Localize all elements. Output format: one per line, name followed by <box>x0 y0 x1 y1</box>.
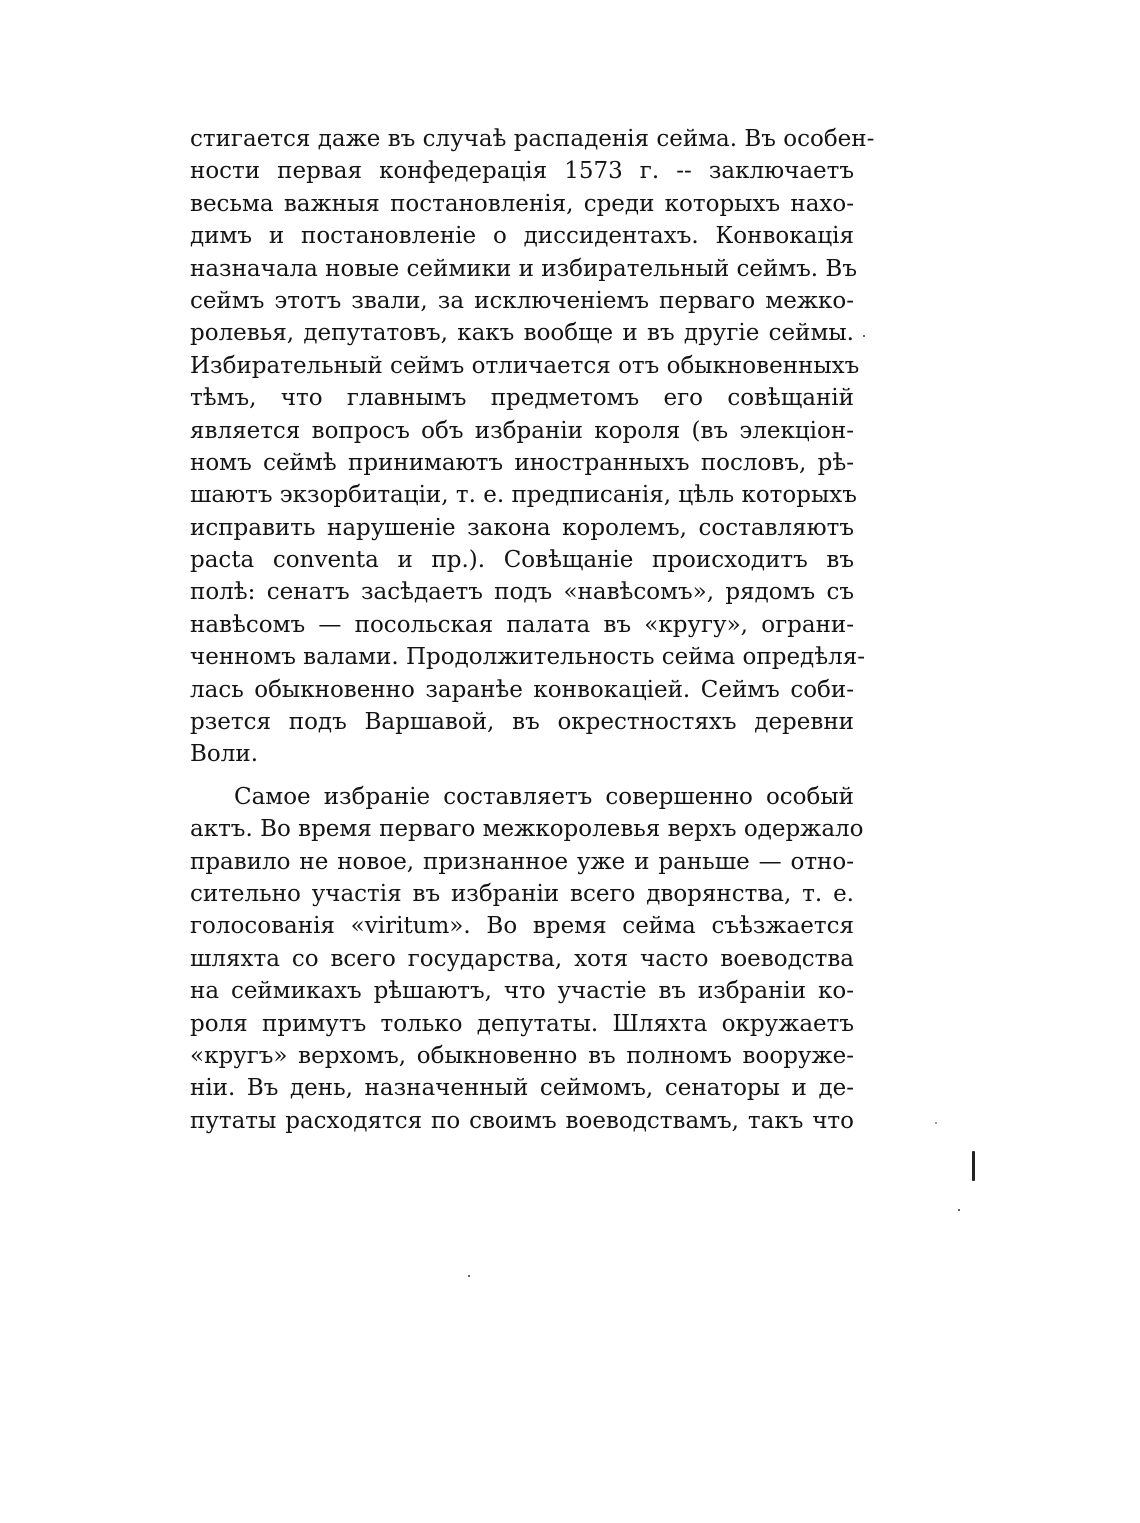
scan-speck <box>863 335 865 337</box>
text-line: ролевья, депутатовъ, какъ вообще и въ другіе сеймы. <box>190 320 854 347</box>
text-line: роля примутъ только депутаты. Шляхта окружаетъ <box>190 1010 854 1037</box>
scan-speck <box>935 1122 937 1124</box>
scan-speck <box>972 1151 975 1181</box>
text-line: димъ и постановленіе о диссидентахъ. Конвокація <box>190 223 854 250</box>
paragraph-gap <box>190 771 854 781</box>
scan-speck <box>958 1209 960 1211</box>
text-line: лась обыкновенно заранѣе конвокаціей. Сеймъ соби- <box>190 676 854 703</box>
text-line: ченномъ валами. Продолжительность сейма опредѣля- <box>190 644 865 671</box>
text-line: весьма важныя постановленія, среди которыхъ нахо- <box>190 190 854 217</box>
text-line: ности первая конфедерація 1573 г. -- заключаетъ <box>190 158 854 185</box>
body-text <box>190 123 875 1137</box>
text-line: pacta conventa и пр.). Совѣщаніе происходитъ въ <box>190 547 854 574</box>
text-line: рзется подъ Варшавой, въ окрестностяхъ деревни <box>190 709 854 736</box>
text-line: «кругъ» верхомъ, обыкновенно въ полномъ вооруже- <box>190 1042 854 1069</box>
text-line: назначала новые сеймики и избирательный сеймъ. Въ <box>190 255 857 282</box>
text-line: на сеймикахъ рѣшаютъ, что участіе въ избраніи ко- <box>190 978 854 1005</box>
text-line: Избирательный сеймъ отличается отъ обыкновенныхъ <box>190 352 860 379</box>
text-line: Воли. <box>190 741 259 768</box>
text-line: полѣ: сенатъ засѣдаетъ подъ «навѣсомъ», рядомъ съ <box>190 579 854 606</box>
paragraph-1 <box>190 123 875 771</box>
paragraph-2 <box>190 781 864 1137</box>
text-line: ніи. Въ день, назначенный сеймомъ, сенаторы и де- <box>190 1075 854 1102</box>
text-line: Самое избраніе составляетъ совершенно особый <box>234 783 854 810</box>
text-line: голосованія «viritum». Во время сейма съѣзжается <box>190 913 854 940</box>
text-line: номъ сеймѣ принимаютъ иностранныхъ пословъ, рѣ- <box>190 449 854 476</box>
text-line: шаютъ экзорбитаціи, т. е. предписанія, цѣль которыхъ <box>190 482 857 509</box>
text-line: правило не новое, признанное уже и раньше — отно- <box>190 848 854 875</box>
text-line: путаты расходятся по своимъ воеводствамъ, такъ что <box>190 1107 854 1134</box>
text-line: является вопросъ объ избраніи короля (въ элекціон- <box>190 417 854 444</box>
text-line: навѣсомъ — посольская палата въ «кругу», ограни- <box>190 611 854 638</box>
text-line: актъ. Во время перваго межкоролевья верхъ одержало <box>190 816 864 843</box>
text-line: шляхта со всего государства, хотя часто воеводства <box>190 945 854 972</box>
text-line: сеймъ этотъ звали, за исключеніемъ перваго межко- <box>190 287 854 314</box>
text-line: стигается даже въ случаѣ распаденія сейма. Въ особен- <box>190 126 875 152</box>
text-line: тѣмъ, что главнымъ предметомъ его совѣщаній <box>190 385 854 412</box>
scan-speck <box>468 1275 470 1277</box>
text-line: исправить нарушеніе закона королемъ, составляютъ <box>190 514 854 541</box>
text-line: сительно участія въ избраніи всего дворянства, т. е. <box>190 880 854 907</box>
